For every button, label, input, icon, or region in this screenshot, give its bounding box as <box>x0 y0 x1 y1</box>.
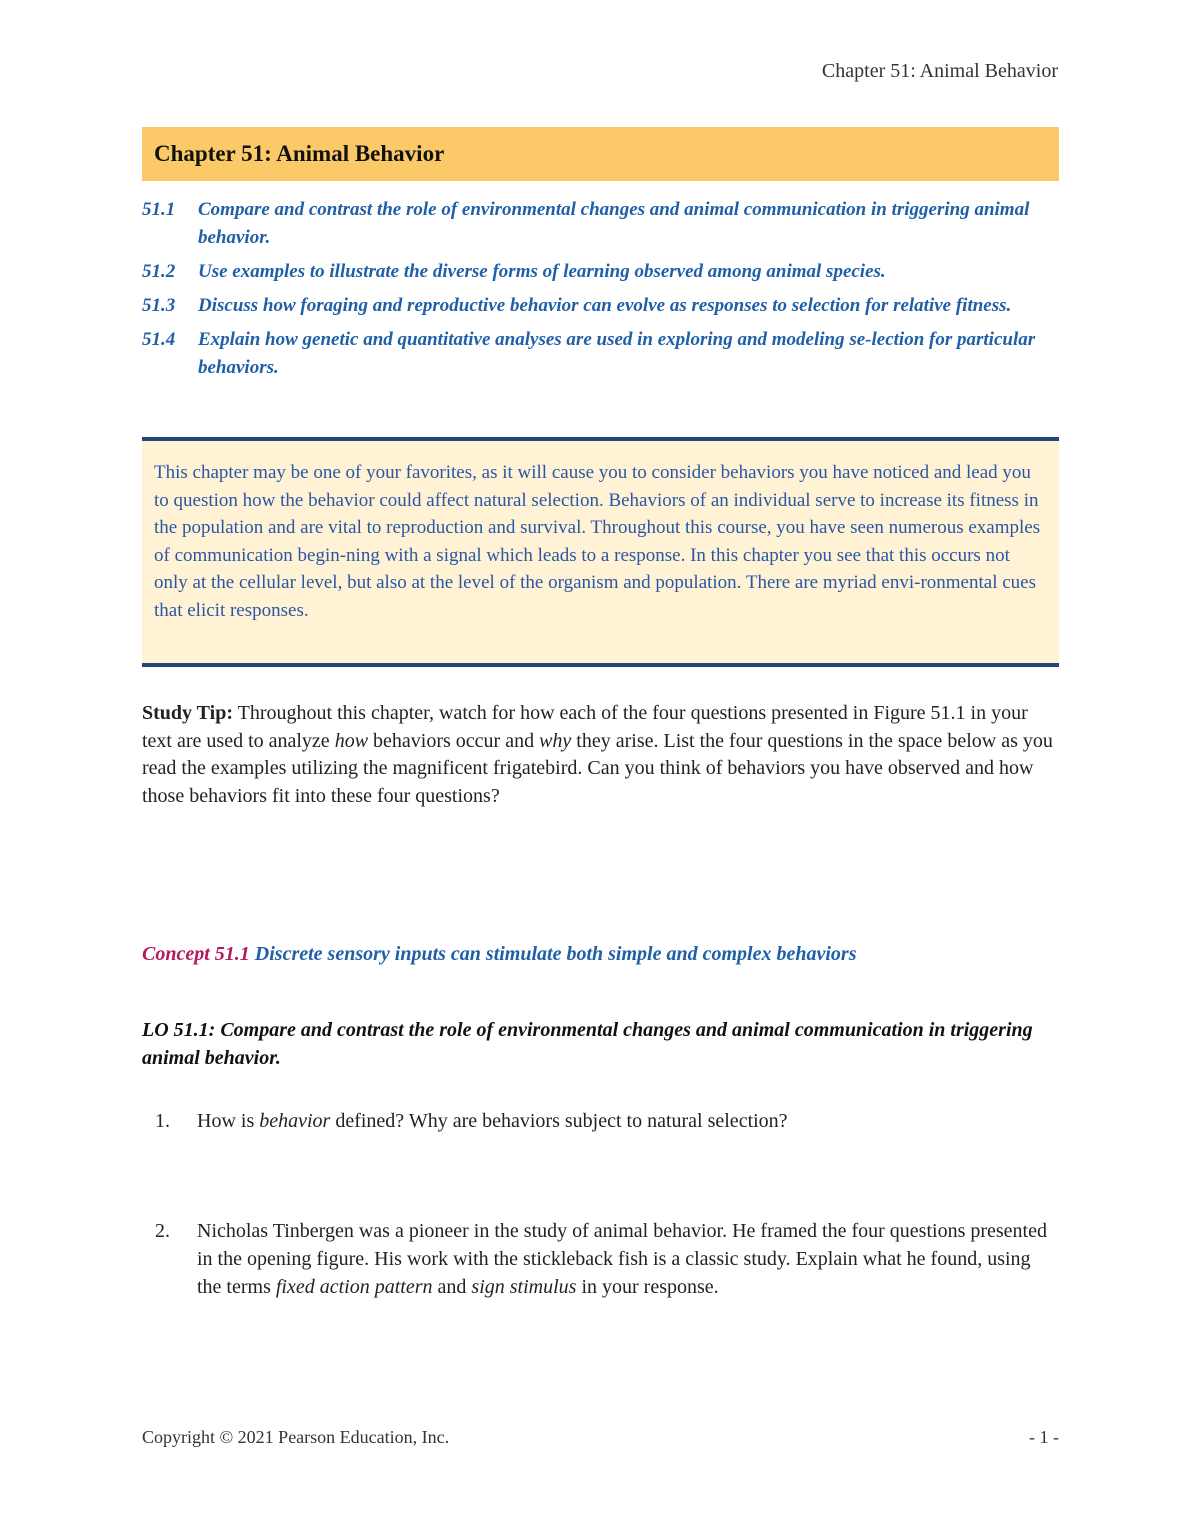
question-item <box>155 1107 1059 1135</box>
study-tip-text: Throughout this chapter, watch for how each of the four questions presented in Figure 51.1 in your text are used to analyze <box>142 702 1028 752</box>
page-number: - 1 - <box>1029 1427 1059 1447</box>
question-text-part: in your response. <box>576 1276 719 1298</box>
objective-text: Discuss how foraging and reproductive behavior can evolve as responses to selection for relative fitness. <box>198 295 1012 316</box>
learning-objectives <box>142 196 1059 388</box>
objective-text: Compare and contrast the role of environmental changes and animal communication in triggering animal behavior. <box>198 199 1030 248</box>
chapter-intro-text: This chapter may be one of your favorites, as it will cause you to consider behaviors you have noticed and lead you to question how the behavior could affect natural selection. Behaviors of an individual serve to increase its fitness in the population and are vital to reproduction and survival. Throughout this course, you have seen numerous examples of communication begin-ning with a signal which leads to a response. In this chapter you see that this occurs not only at the cellular level, but also at the level of the organism and population. There are myriad envi-ronmental cues that elicit responses. <box>154 462 1041 621</box>
concept-number: Concept 51.1 <box>142 943 250 965</box>
study-tip-text: behaviors occur and <box>368 729 540 752</box>
question-number: 1. <box>155 1110 170 1132</box>
objective-number: 51.2 <box>142 261 176 282</box>
copyright-notice: Copyright © 2021 Pearson Education, Inc. <box>142 1427 450 1447</box>
objective-text: Explain how genetic and quantitative analyses are used in exploring and modeling se-lection for particular behaviors. <box>198 329 1036 378</box>
objective-number: 51.3 <box>142 295 176 316</box>
objective-item <box>142 196 1059 252</box>
chapter-title: Chapter 51: Animal Behavior <box>154 141 445 166</box>
objective-text: Use examples to illustrate the diverse forms of learning observed among animal species. <box>198 261 886 282</box>
objective-item <box>142 258 1059 286</box>
objective-number: 51.4 <box>142 329 176 350</box>
question-text <box>197 1107 1059 1135</box>
objective-item <box>142 292 1059 320</box>
concept-title: Discrete sensory inputs can stimulate both simple and complex behaviors <box>249 943 857 965</box>
question-text-part: defined? Why are behaviors subject to natural selection? <box>330 1110 788 1132</box>
learning-outcome-heading: LO 51.1: Compare and contrast the role of environmental changes and animal communication in triggering animal behavior. <box>142 1019 1033 1069</box>
running-header: Chapter 51: Animal Behavior <box>821 60 1058 82</box>
concept-heading <box>142 943 1059 966</box>
study-tip-emphasis: how <box>334 729 369 752</box>
study-tip-text: they arise. List the four questions in the space below as you read the examples utilizing the magnificent frigatebird. Can you think of behaviors you have observed and how those behaviors fit into these four questions? <box>142 729 1053 807</box>
study-tip <box>142 700 1059 810</box>
question-term: sign stimulus <box>471 1276 577 1298</box>
question-item <box>155 1217 1059 1301</box>
question-term: behavior <box>259 1110 331 1132</box>
objective-item <box>142 326 1059 382</box>
chapter-intro-box <box>142 437 1059 667</box>
study-tip-emphasis: why <box>539 729 572 752</box>
question-text-part: Nicholas Tinbergen was a pioneer in the study of animal behavior. He framed the four questions presented in the opening figure. His work with the stickleback fish is a classic study. Explain what he found, using the terms <box>197 1220 1047 1298</box>
question-text-part: and <box>432 1276 472 1298</box>
page-footer <box>142 1427 1059 1448</box>
question-text-part: How is <box>197 1110 260 1132</box>
objective-number: 51.1 <box>142 199 176 220</box>
question-term: fixed action pattern <box>275 1276 433 1298</box>
chapter-title-bar <box>142 127 1059 181</box>
question-number: 2. <box>155 1220 170 1242</box>
question-text <box>197 1217 1059 1301</box>
study-tip-label: Study Tip: <box>142 702 233 724</box>
